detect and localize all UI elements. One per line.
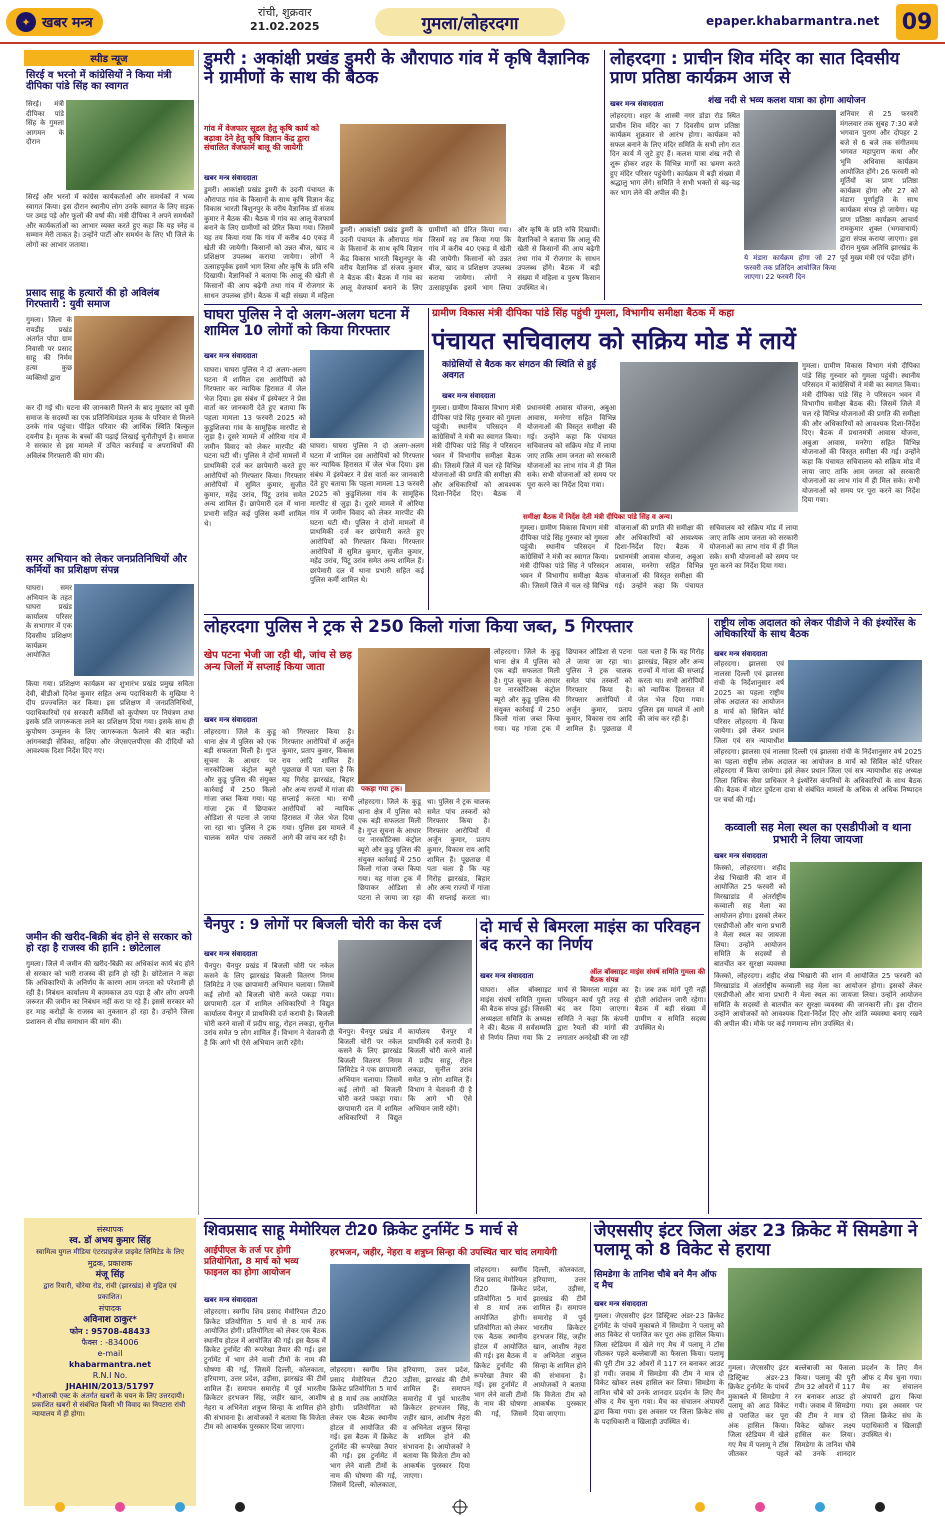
- article-qawwali-title[interactable]: कव्वाली सह मेला स्थल का एसडीपीओ व थाना प्रभारी ने लिया जायजा: [724, 821, 911, 847]
- imprint-rni-label: R.N.I No.: [92, 1371, 128, 1380]
- left-story-3-photo: [74, 584, 194, 676]
- imprint-publisher: मंजू सिंह: [95, 1270, 125, 1280]
- article-ghaghra-photo: [310, 350, 424, 438]
- article-lokadalat-byline: खबर मन्त्र संवाददाता: [714, 650, 768, 658]
- left-story-1-photo: [66, 100, 194, 190]
- left-story-2-side: गुमला। जिला के रायडीह प्रखंड अंतर्गत पोग्रा ग्राम निवासी पर प्रसाद साहू की निर्मम हत्या कुछ व्यक्तियों द्वारा: [26, 316, 72, 382]
- article-qawwali-photo: [790, 862, 922, 968]
- imprint-founder: स्व. डॉ अभय कुमार सिंह: [69, 1236, 151, 1246]
- article-lokadalat-body: लोहरदगा। झालसा एवं नालसा दिल्ली एवं झालसा रांची के निर्देशानुसार वर्ष 2025 का पहला राष्ट्रीय लोक अदालत का आयोजन 8 मार्च को सिविल कोर्ट परिसर लोहरदगा में किया जायेगा। इसे लेकर प्रधान जिला एवं सत्र न्यायाधीश: [714, 660, 784, 745]
- article-chainpur-photo: [338, 940, 472, 1024]
- article-panchayat-body-side: गुमला। ग्रामीण विकास विभाग मंत्री दीपिका पांडे सिंह गुरुवार को गुमला पहुंची। स्थानीय परिसदन में कांग्रेसियों ने मंत्री का स्वागत किया। मंत्री दीपिका पांडे सिंह ने परिसदन भवन में विभागीय समीक्षा बैठक की। जिसमें जिले में चल रहे विभिन्न योजनाओं की प्रगति की समीक्षा की और अधिकारियों को आवश्यक दिशा-निर्देश दिए। बैठक में प्रधानमंत्री आवास योजना, अबुआ आवास, मनरेगा सहित विभिन्न योजनाओं की विस्तृत समीक्षा की गई। उन्होंने कहा कि पंचायत सचिवालय को सक्रिय मोड में लाया जाए ताकि आम जनता को सरकारी योजनाओं का लाभ गांव में ही मिल सके। सभी योजनाओं को समय पर पूरा करने का निर्देश दिया गया।: [802, 362, 920, 505]
- imprint-disclaimer: *पीआरबी एक्ट के अंतर्गत खबरों के चयन के लिए उत्तरदायी। प्रकाशित खबरों से संबंधित किसी भी विवाद का निपटारा रांची न्यायालय में ही होगा।: [32, 1392, 186, 1418]
- article-panchayat-photo: [620, 362, 798, 512]
- article-lokadalat-title[interactable]: राष्ट्रीय लोक अदालत को लेकर पीडीजे ने की इंश्योरेंस के अधिकारियों के साथ बैठक: [714, 618, 916, 641]
- row-divider: [204, 914, 704, 915]
- brand-logo[interactable]: [6, 8, 103, 36]
- article-qawwali-byline: खबर मन्त्र संवाददाता: [714, 852, 768, 860]
- article-panchayat-subtitle: कांग्रेसियों से बैठक कर संगठन की स्थिति से हुई अवगत: [442, 360, 597, 381]
- brand-icon: ✦: [16, 12, 36, 32]
- article-panchayat-body: गुमला। ग्रामीण विकास विभाग मंत्री दीपिका पांडे सिंह गुरुवार को गुमला पहुंची। स्थानीय परिसदन में कांग्रेसियों ने मंत्री का स्वागत किया। मंत्री दीपिका पांडे सिंह ने परिसदन भवन में विभागीय समीक्षा बैठक की। जिसमें जिले में चल रहे विभिन्न योजनाओं की प्रगति की समीक्षा की और अधिकारियों को आवश्यक दिशा-निर्देश दिए। बैठक में प्रधानमंत्री आवास योजना, अबुआ आवास, मनरेगा सहित विभिन्न योजनाओं की विस्तृत समीक्षा की गई। उन्होंने कहा कि पंचायत सचिवालय को सक्रिय मोड में लाया जाए ताकि आम जनता को सरकारी योजनाओं का लाभ गांव में ही मिल सके। सभी योजनाओं को समय पर पूरा करने का निर्देश दिया गया।: [432, 404, 616, 499]
- row-divider: [204, 1218, 922, 1219]
- imprint-email[interactable]: khabarmantra.net: [68, 1360, 152, 1369]
- article-temple-title[interactable]: लोहरदगा : प्राचीन शिव मंदिर का सात दिवसीय प्राण प्रतिष्ठा कार्यक्रम आज से: [610, 49, 900, 89]
- left-story-2-photo: [74, 316, 194, 400]
- article-panchayat-caption: समीक्षा बैठक में निर्देश देती मंत्री दीपिका पांडे सिंह व अन्य।: [520, 512, 798, 523]
- article-bimarla-byline: खबर मन्त्र संवाददाता: [480, 972, 534, 980]
- article-ghaghra-byline: खबर मन्त्र संवाददाता: [204, 352, 258, 360]
- article-t20-subtitle: आईपीएल के तर्ज पर होगी प्रतियोगिता, 8 मार्च को भव्य फाइनल का होगा आयोजन: [204, 1246, 299, 1278]
- article-temple-body: लोहरदगा। शहर के शास्त्री नगर डोडा रोड स्थित प्राचीन शिव मंदिर का 7 दिवसीय प्राण प्रतिष्ठा कार्यक्रम शुक्रवार से आरंभ होगा। कार्यक्रम को सफल बनाने के लिए मंदिर समिति के सभी लोग रात दिन कार्य में जुटे हुए हैं। कलश यात्रा शंख नदी से शुरू होकर शहर के विभिन्न मार्गों का भ्रमण करते हुए मंदिर परिसर पहुंचेगी। कार्यक्रम में बड़ी संख्या में श्रद्धालु भाग लेंगे। समिति ने सभी भक्तों से बढ़-चढ़ कर भाग लेने की अपील की है।: [610, 112, 740, 197]
- left-story-3-title[interactable]: समर अभियान को लेकर जनप्रतिनिधियों और कर्मियों का प्रशिक्षण संपन्न: [26, 554, 187, 577]
- article-t20-photo: [330, 1264, 470, 1362]
- article-panchayat-byline: खबर मन्त्र संवाददाता: [442, 392, 496, 400]
- article-dumri-subtitle: गांव में वेजफार सूडल हेतु कृषि कार्य को बढ़ावा देने हेतु कृषि विज्ञान केंद्र द्वारा संचालित वेंजफार्म बालू की जायेगी: [204, 124, 320, 153]
- speed-news-label: स्पीड न्यूज: [24, 50, 194, 66]
- article-ganja-body-cont: लोहरदगा। जिले के कुडू थाना क्षेत्र में पुलिस को एक बड़ी सफलता मिली है। गुप्त सूचना के आधार पर नारकोटिक्स कंट्रोल ब्यूरो और कुडू पुलिस की संयुक्त कार्रवाई में 250 किलो गांजा जब्त किया गया। यह गांजा ट्रक में छिपाकर ओडिशा से पटना ले जाया जा रहा था। पुलिस ने ट्रक चालक समेत पांच तस्करों को गिरफ्तार किया है। गिरफ्तार आरोपियों में अर्जुन कुमार, प्रताप कुमार, विकास राय आदि शामिल हैं। पूछताछ में पता चला है कि यह गिरोह झारखंड, बिहार और अन्य राज्यों में गांजा की सप्लाई करता था।: [358, 798, 490, 902]
- left-story-3-body: किया गया। प्रशिक्षण कार्यक्रम का शुभारंभ प्रखंड प्रमुख सविता देवी, बीडीओ दिनेश कुमार सहित अन्य पदाधिकारी के मुखिया ने दीप प्रज्ज्वलित कर किया। इस प्रशिक्षण में जनप्रतिनिधियों, पदाधिकारियों एवं सरकारी कर्मियों को कुपोषण पर नियंत्रण तथा इसके प्रति जागरूकता लाने का प्रशिक्षण दिया गया। इसके साथ ही कुपोषण उन्मूलन के लिए जागरूकता फैलाने की बात कही। आंगनबाड़ी सेविका, सहिया और जेएसएलपीएस की दीदियों को आवश्यक दिशा निर्देश दिए गए।: [26, 680, 194, 756]
- article-t20-kicker: हरभजन, जहीर, नेहरा व शत्रुघ्न सिन्हा की उपस्थित चार चांद लगायेगी: [330, 1248, 557, 1258]
- left-story-3-side: घाघरा। समर अभियान के तहत घाघरा प्रखंड कार्यालय परिसर के सभागार में एक दिवसीय प्रशिक्षण कार्यक्रम आयोजित: [26, 584, 72, 660]
- page-number: 09: [896, 4, 938, 40]
- article-lokadalat-body-cont: लोहरदगा। झालसा एवं नालसा दिल्ली एवं झालसा रांची के निर्देशानुसार वर्ष 2025 का पहला राष्ट्रीय लोक अदालत का आयोजन 8 मार्च को सिविल कोर्ट परिसर लोहरदगा में किया जायेगा। इसे लेकर प्रधान जिला एवं सत्र न्यायाधीश सह अध्यक्ष जिला विधिक सेवा प्राधिकार ने इंश्योरेंस कंपनियों के अधिकारियों के साथ बैठक की। बैठक में मोटर दुर्घटना दावा से संबंधित मामलों के अधिक से अधिक निष्पादन पर चर्चा की गई।: [714, 748, 922, 804]
- article-ghaghra-body-cont: घाघरा। घाघरा पुलिस ने दो अलग-अलग घटना में शामिल दस आरोपियों को गिरफ्तार कर न्यायिक हिरासत में जेल भेज दिया। इस संबंध में इंस्पेक्टर ने प्रेस वार्ता कर जानकारी देते हुए बताया कि पहला मामला 13 फरवरी 2025 को कुडुशिलवा गांव के सामूहिक मारपीट से जुड़ा है। दूसरे मामले में ओरिया गांव में जमीन विवाद को लेकर मारपीट की घटना घटी थी। पुलिस ने दोनों मामलों में प्राथमिकी दर्ज कर छापेमारी करते हुए आरोपियों को गिरफ्तार किया। गिरफ्तार आरोपियों में सुमित कुमार, सुजीत कुमार, महेंद्र उरांव, पिंटू उरांव समेत अन्य शामिल हैं। छापेमारी दल में थाना प्रभारी सहित कई पुलिस कर्मी शामिल थे।: [310, 442, 424, 585]
- column-divider: [198, 50, 199, 1215]
- article-chainpur-body: चैनपुर। चैनपुर प्रखंड में बिजली चोरी पर नकेल कसने के लिए झारखंड बिजली वितरण निगम लिमिटेड ने एक छापामारी अभियान चलाया। जिसमें कई लोगों को बिजली चोरी करते पकड़ा गया। छापामारी दल में शामिल अधिकारियों ने विद्युत कार्यालय चैनपुर में प्राथमिकी दर्ज करायी है। बिजली चोरी करने वालों में प्रदीप साहू, रोहन लकड़ा, सुनील उरांव समेत 9 लोग शामिल हैं। विभाग ने चेतावनी दी है कि आगे भी ऐसे अभियान जारी रहेंगे।: [204, 962, 334, 1047]
- article-ganja-photo: [358, 648, 490, 792]
- article-qawwali-body-cont: किस्को, लोहरदगा। शहीद शेख भिखारी की शान में आयोजित 25 फरवरी को मिरखाडांड में अंतर्राष्ट्रीय कव्वाली सह मेला का आयोजन होगा। इसको लेकर एसडीपीओ और थाना प्रभारी ने मेला स्थल का जायजा लिया। उन्होंने आयोजन समिति के सदस्यों से बातचीत कर सुरक्षा व्यवस्था की जानकारी ली। इस दौरान उन्होंने आयोजकों को आवश्यक दिशा-निर्देश दिए और शांति व्यवस्था बनाए रखने की अपील की। मौके पर कई गणमान्य लोग उपस्थित थे।: [714, 972, 922, 1028]
- imprint-editor: अविनाश ठाकुर*: [83, 1315, 137, 1325]
- article-dumri-body-cont: डुमरी। आकांक्षी प्रखंड डुमरी के उदनी पंचायत के औरापाठ गांव के किसानों के साथ कृषि विज्ञान केंद्र विकास भारती बिशुनपुर के वरीय वैज्ञानिक डॉ संजय कुमार ने बैठक की। बैठक में गांव का आलू वेजफार्म बनाने के लिए ग्रामीणों को प्रेरित किया गया। जिसमें यह तय किया गया कि गांव में करीब 40 एकड़ में खेती की जायेगी। किसानों को उन्नत बीज, खाद व प्रशिक्षण उपलब्ध कराया जायेगा। लोगों ने उत्साहपूर्वक इसमें भाग लिया और कृषि के प्रति रुचि दिखायी। वैज्ञानिकों ने बताया कि आलू की खेती से किसानों की आय बढ़ेगी तथा गांव में रोजगार के साधन उपलब्ध होंगे। बैठक में बड़ी संख्या में महिला व पुरुष किसान उपस्थित थे।: [340, 226, 600, 292]
- article-ganja-subtitle: खेप पटना भेजी जा रही थी, जांच से छह अन्य जिलों में सप्लाई किया जाता: [204, 650, 352, 673]
- imprint-publisher-label: मुद्रक, प्रकाशक: [87, 1259, 133, 1268]
- brand-name: खबर मन्त्र: [42, 14, 93, 31]
- article-jsca-photo: [728, 1268, 922, 1360]
- article-panchayat-title[interactable]: पंचायत सचिवालय को सक्रिय मोड में लायें: [432, 327, 796, 355]
- article-panchayat-kicker: ग्रामीण विकास मंत्री दीपिका पांडे सिंह पहुंची गुमला, विभागीय समीक्षा बैठक में कहा: [432, 308, 735, 319]
- article-ganja-caption: पकड़ा गया ट्रक।: [358, 784, 405, 795]
- imprint-fax: फैक्स : -834006: [81, 1338, 139, 1347]
- row-divider: [204, 304, 922, 305]
- article-jsca-body-cont: गुमला। जेएससीए इंटर डिस्ट्रिक्ट अंडर-23 क्रिकेट टुर्नामेंट के पांचवें मुकाबले में सिमडेगा ने पलामू को आठ विकेट से पराजित कर पूरा अंक हासिल किया। जिला स्टेडियम में खेले गए मैच में पलामू ने टॉस जीतकर पहले बल्लेबाजी का फैसला किया। पलामू की पूरी टीम 32 ओवरों में 117 रन बनाकर आउट हो गयी। जवाब में सिमडेगा की टीम ने मात्र दो विकेट खोकर लक्ष्य हासिल कर लिया। सिमडेगा के तानिश चौबे को उनके शानदार प्रदर्शन के लिए मैन ऑफ द मैच चुना गया। मैच का संचालन अंपायरों द्वारा किया गया। इस अवसर पर जिला क्रिकेट संघ के पदाधिकारी व खिलाड़ी उपस्थित थे।: [728, 1364, 922, 1459]
- article-chainpur-title[interactable]: चैनपुर : 9 लोगों पर बिजली चोरी का केस दर्ज: [204, 917, 442, 933]
- article-jsca-byline: खबर मन्त्र संवाददाता: [594, 1300, 648, 1308]
- city-day: रांची, शुक्रवार: [258, 6, 312, 19]
- article-chainpur-body-cont: चैनपुर। चैनपुर प्रखंड में बिजली चोरी पर नकेल कसने के लिए झारखंड बिजली वितरण निगम लिमिटेड ने एक छापामारी अभियान चलाया। जिसमें कई लोगों को बिजली चोरी करते पकड़ा गया। छापामारी दल में शामिल अधिकारियों ने विद्युत कार्यालय चैनपुर में प्राथमिकी दर्ज करायी है। बिजली चोरी करने वालों में प्रदीप साहू, रोहन लकड़ा, सुनील उरांव समेत 9 लोग शामिल हैं। विभाग ने चेतावनी दी है कि आगे भी ऐसे अभियान जारी रहेंगे।: [338, 1028, 472, 1123]
- article-t20-body-cont: लोहरदगा। स्वर्गीय शिव प्रसाद मेमोरियल टी20 क्रिकेट प्रतियोगिता 5 मार्च से 8 मार्च तक आयोजित होगी। प्रतियोगिता को लेकर एक बैठक स्थानीय होटल में आयोजित की गई। इस बैठक में क्रिकेट टुर्नामेंट की रूपरेखा तैयार की गई। इस टुर्नामेंट में भाग लेने वाली टीमों के नाम की घोषणा की गई, जिसमें दिल्ली, कोलकाता, हरियाणा, उत्तर प्रदेश, उड़ीसा, झारखंड की टीमें शामिल हैं। समापन समारोह में पूर्व भारतीय क्रिकेटर हरभजन सिंह, जहीर खान, आशीष नेहरा व अभिनेता शत्रुघ्न सिन्हा के शामिल होने की संभावना है। आयोजकों ने बताया कि विजेता टीम को आकर्षक पुरस्कार दिया जाएगा।: [330, 1366, 470, 1490]
- article-ganja-body-side: लोहरदगा। जिले के कुडू थाना क्षेत्र में पुलिस को एक बड़ी सफलता मिली है। गुप्त सूचना के आधार पर नारकोटिक्स कंट्रोल ब्यूरो और कुडू पुलिस की संयुक्त कार्रवाई में 250 किलो गांजा जब्त किया गया। यह गांजा ट्रक में छिपाकर ओडिशा से पटना ले जाया जा रहा था। पुलिस ने ट्रक चालक समेत पांच तस्करों को गिरफ्तार किया है। गिरफ्तार आरोपियों में अर्जुन कुमार, प्रताप कुमार, विकास राय आदि शामिल हैं। पूछताछ में पता चला है कि यह गिरोह झारखंड, बिहार और अन्य राज्यों में गांजा की सप्लाई करता था। सभी आरोपियों को न्यायिक हिरासत में जेल भेज दिया गया। पुलिस इस मामले में आगे की जांच कर रही है।: [494, 648, 704, 733]
- article-dumri-photo: [340, 124, 506, 224]
- imprint-address: द्वारा रिवारी, चोरेया रोड, रांची (झारखंड) से मुद्रित एवं प्रकाशित।: [43, 1282, 177, 1301]
- article-t20-byline: खबर मन्त्र संवाददाता: [204, 1296, 258, 1304]
- column-divider: [590, 1222, 591, 1492]
- left-story-1-title[interactable]: सिरई व भरनो में कांग्रेसियों ने किया मंत्री दीपिका पांडे सिंह का स्वागत: [26, 70, 172, 93]
- left-story-2-body: कर दी गई थी। घटना की जानकारी मिलने के बाद मुख्तार को युवी समाज के सदस्यों का एक प्रतिनिधिमंडल मृतक के परिवार से मिलने उनके गांव पहुंचा। पीड़ित परिवार की आर्थिक स्थिति बिल्कुल दयनीय है। मृतक के बच्चों की पढ़ाई लिखाई चुनौतीपूर्ण है। समाज ने सरकार से इस मामले में उचित कार्रवाई व अपराधियों की अविलंब गिरफ्तारी की मांग की।: [26, 404, 194, 460]
- left-story-1-side: सिरई। मंत्री दीपिका पांडे सिंह के गुमला आगमन के दौरान: [26, 100, 64, 147]
- column-divider: [604, 50, 605, 300]
- article-dumri-title[interactable]: डुमरी : अकांक्षी प्रखंड डुमरी के औरापाठ गांव में कृषि वैज्ञानिक ने ग्रामीणों के साथ की बैठक: [204, 49, 590, 89]
- article-lokadalat-photo: [788, 660, 922, 742]
- imprint-phone: फोन : 95708-48433: [69, 1327, 151, 1336]
- article-chainpur-byline: खबर मन्त्र संवाददाता: [204, 950, 258, 958]
- article-ganja-title[interactable]: लोहरदगा पुलिस ने ट्रक से 250 किलो गांजा किया जब्त, 5 गिरफ्तार: [204, 617, 633, 637]
- column-divider: [476, 918, 477, 1214]
- article-temple-caption: ये मंडारा कार्यक्रम होगा जो 27 फरवरी तक प्रतिदिन आयोजित किया जाएगा। 22 फरवरी दिन: [744, 254, 836, 282]
- article-dumri-byline: खबर मन्त्र संवाददाता: [204, 174, 258, 182]
- dateline: [250, 6, 320, 34]
- imprint-ownership: स्वामित्व युगल मीडिया एंटरप्राइजेज प्राइवेट लिमिटेड के लिए: [35, 1248, 185, 1256]
- imprint-rni: JHAHIN/2013/51797: [65, 1382, 155, 1391]
- issue-date: 21.02.2025: [250, 20, 320, 33]
- left-story-1-body: सिरई और भरनो में कांग्रेस कार्यकर्ताओं और समर्थकों ने भव्य स्वागत किया। इस दौरान स्थानीय लोग उनके स्वागत के लिए सड़क पर उमड़ पड़े और फूलों की वर्षा की। मंत्री दीपिका ने अपने समर्थकों और कार्यकर्ताओं का आभार व्यक्त करते हुए कहा कि यह स्नेह व सम्मान मेरी ताकत है। उन्होंने पार्टी और समर्थन के लिए भी जिले के लोगों का आभार जताया।: [26, 193, 194, 249]
- article-panchayat-body-cont: गुमला। ग्रामीण विकास विभाग मंत्री दीपिका पांडे सिंह गुरुवार को गुमला पहुंची। स्थानीय परिसदन में कांग्रेसियों ने मंत्री का स्वागत किया। मंत्री दीपिका पांडे सिंह ने परिसदन भवन में विभागीय समीक्षा बैठक की। जिसमें जिले में चल रहे विभिन्न योजनाओं की प्रगति की समीक्षा की और अधिकारियों को आवश्यक दिशा-निर्देश दिए। बैठक में प्रधानमंत्री आवास योजना, अबुआ आवास, मनरेगा सहित विभिन्न योजनाओं की विस्तृत समीक्षा की गई। उन्होंने कहा कि पंचायत सचिवालय को सक्रिय मोड में लाया जाए ताकि आम जनता को सरकारी योजनाओं का लाभ गांव में ही मिल सके। सभी योजनाओं को समय पर पूरा करने का निर्देश दिया गया।: [520, 524, 798, 590]
- article-temple-subtitle: शंख नदी से भव्य कलश यात्रा का होगा आयोजन: [708, 96, 866, 106]
- article-ghaghra-body: घाघरा। घाघरा पुलिस ने दो अलग-अलग घटना में शामिल दस आरोपियों को गिरफ्तार कर न्यायिक हिरासत में जेल भेज दिया। इस संबंध में इंस्पेक्टर ने प्रेस वार्ता कर जानकारी देते हुए बताया कि पहला मामला 13 फरवरी 2025 को कुडुशिलवा गांव के सामूहिक मारपीट से जुड़ा है। दूसरे मामले में ओरिया गांव में जमीन विवाद को लेकर मारपीट की घटना घटी थी। पुलिस ने दोनों मामलों में प्राथमिकी दर्ज कर छापेमारी करते हुए आरोपियों को गिरफ्तार किया। गिरफ्तार आरोपियों में सुमित कुमार, सुजीत कुमार, महेंद्र उरांव, पिंटू उरांव समेत अन्य शामिल हैं। छापेमारी दल में थाना प्रभारी सहित कई पुलिस कर्मी शामिल थे।: [204, 366, 306, 528]
- article-jsca-title[interactable]: जेएससीए इंटर जिला अंडर 23 क्रिकेट में सिमडेगा ने पलामू को 8 विकेट से हराया: [594, 1221, 918, 1261]
- article-temple-byline: खबर मन्त्र संवाददाता: [610, 100, 664, 108]
- article-dumri-body: डुमरी। आकांक्षी प्रखंड डुमरी के उदनी पंचायत के औरापाठ गांव के किसानों के साथ कृषि विज्ञान केंद्र विकास भारती बिशुनपुर के वरीय वैज्ञानिक डॉ संजय कुमार ने बैठक की। बैठक में गांव का आलू वेजफार्म बनाने के लिए ग्रामीणों को प्रेरित किया गया। जिसमें यह तय किया गया कि गांव में करीब 40 एकड़ में खेती की जायेगी। किसानों को उन्नत बीज, खाद व प्रशिक्षण उपलब्ध कराया जायेगा। लोगों ने उत्साहपूर्वक इसमें भाग लिया और कृषि के प्रति रुचि दिखायी। वैज्ञानिकों ने बताया कि आलू की खेती से किसानों की आय बढ़ेगी तथा गांव में रोजगार के साधन उपलब्ध होंगे। बैठक में बड़ी संख्या में महिला: [204, 186, 334, 300]
- epaper-link[interactable]: epaper.khabarmantra.net: [706, 14, 880, 28]
- column-divider: [428, 308, 429, 610]
- article-bimarla-body: घाघरा। ऑल बॉक्साइट माइंस संघर्ष समिति गुमला की बैठक संपन्न हुई। जिसकी अध्यक्षता समिति के अध्यक्ष ने की। बैठक में सर्वसम्मति से निर्णय लिया गया कि 2 मार्च से बिमरला माइंस का परिवहन कार्य पूरी तरह से बंद कर दिया जाएगा। समिति ने कहा कि कंपनी द्वारा रैयतों की मांगों की लगातार अनदेखी की जा रही है। जब तक मांगें पूरी नहीं होती आंदोलन जारी रहेगा। बैठक में बड़ी संख्या में ग्रामीण व समिति सदस्य उपस्थित थे।: [480, 986, 706, 1042]
- row-divider: [204, 614, 922, 615]
- section-title: गुमला/लोहरदगा: [375, 8, 565, 36]
- article-bimarla-title[interactable]: दो मार्च से बिमरला माइंस का परिवहन बंद करने का निर्णय: [480, 917, 700, 954]
- imprint-email-label: e-mail: [97, 1349, 123, 1358]
- left-story-2-title[interactable]: प्रसाद साहू के हत्यारों की हो अविलंब गिरफ्तारी : युवी समाज: [26, 288, 160, 311]
- article-t20-body-side: लोहरदगा। स्वर्गीय शिव प्रसाद मेमोरियल टी20 क्रिकेट प्रतियोगिता 5 मार्च से 8 मार्च तक आयोजित होगी। प्रतियोगिता को लेकर एक बैठक स्थानीय होटल में आयोजित की गई। इस बैठक में क्रिकेट टुर्नामेंट की रूपरेखा तैयार की गई। इस टुर्नामेंट में भाग लेने वाली टीमों के नाम की घोषणा की गई, जिसमें दिल्ली, कोलकाता, हरियाणा, उत्तर प्रदेश, उड़ीसा, झारखंड की टीमें शामिल हैं। समापन समारोह में पूर्व भारतीय क्रिकेटर हरभजन सिंह, जहीर खान, आशीष नेहरा व अभिनेता शत्रुघ्न सिन्हा के शामिल होने की संभावना है। आयोजकों ने बताया कि विजेता टीम को आकर्षक पुरस्कार दिया जाएगा।: [474, 1266, 586, 1418]
- article-temple-side: शनिवार से 25 फरवरी मंगलवार तक सुबह 7:30 बजे भगवान पुराण और दोपहर 2 बजे से 6 बजे तक संगीतमय भगवत महापुराण कथा और भूमि अधिवास कार्यक्रम आयोजित होंगे। 26 फरवरी को मूर्तियों का प्राण प्रतिष्ठा कार्यक्रम होगा और 27 को मंडारा पूर्णाहुति के साथ कार्यक्रम संपन्न हो जायेगा। यह प्राण प्रतिष्ठा कार्यक्रम आचार्य रामकुमार शुक्ल (भगवाचार्य) द्वारा संपन्न कराया जाएगा। इस दौरान मुख्य अतिथि झारखंड के पूर्व मुख्य मंत्री एवं पदेंडा होंगे।: [840, 110, 918, 262]
- article-t20-title[interactable]: शिवप्रसाद साहू मेमोरियल टी20 क्रिकेट टुर्नामेंट 5 मार्च से: [204, 1221, 518, 1239]
- left-story-4-title[interactable]: जमीन की खरीद-बिक्री बंद होने से सरकार को हो रहा है राजस्व की हानि : छोटेलाल: [26, 932, 192, 955]
- left-story-4-body: गुमला। जिले में जमीन की खरीद-बिक्री का अधिकांश कार्य बंद होने से सरकार को भारी राजस्व की हानि हो रही है। छोटेलाल ने कहा कि अधिकारियों के अनिर्णय के कारण आम जनता को परेशानी हो रही है। निबंधन कार्यालय में कामकाज ठप पड़ा है और लोग अपनी जरूरत की जमीन का निबंधन नहीं करा पा रहे हैं। इससे सरकार को हर माह करोड़ों के राजस्व का नुकसान हो रहा है। उन्होंने जिला प्रशासन से शीघ्र समाधान की मांग की।: [26, 960, 194, 1026]
- imprint-box: [24, 1218, 196, 1506]
- article-ganja-body: लोहरदगा। जिले के कुडू थाना क्षेत्र में पुलिस को एक बड़ी सफलता मिली है। गुप्त सूचना के आधार पर नारकोटिक्स कंट्रोल ब्यूरो और कुडू पुलिस की संयुक्त कार्रवाई में 250 किलो गांजा जब्त किया गया। यह गांजा ट्रक में छिपाकर ओडिशा से पटना ले जाया जा रहा था। पुलिस ने ट्रक चालक समेत पांच तस्करों को गिरफ्तार किया है। गिरफ्तार आरोपियों में अर्जुन कुमार, प्रताप कुमार, विकास राय आदि शामिल हैं। पूछताछ में पता चला है कि यह गिरोह झारखंड, बिहार और अन्य राज्यों में गांजा की सप्लाई करता था। सभी आरोपियों को न्यायिक हिरासत में जेल भेज दिया गया। पुलिस इस मामले में आगे की जांच कर रही है।: [204, 728, 354, 842]
- article-qawwali-body: किस्को, लोहरदगा। शहीद शेख भिखारी की शान में आयोजित 25 फरवरी को मिरखाडांड में अंतर्राष्ट्रीय कव्वाली सह मेला का आयोजन होगा। इसको लेकर एसडीपीओ और थाना प्रभारी ने मेला स्थल का जायजा लिया। उन्होंने आयोजन समिति के सदस्यों से बातचीत कर सुरक्षा व्यवस्था: [714, 864, 786, 968]
- article-ghaghra-title[interactable]: घाघरा पुलिस ने दो अलग-अलग घटना में शामिल 10 लोगों को किया गिरफ्तार: [204, 307, 410, 339]
- article-temple-photo: [744, 110, 836, 250]
- imprint-founder-label: संस्थापक: [96, 1225, 124, 1234]
- article-jsca-subtitle: सिमडेगा के तानिश चौबे बने मैन ऑफ द मैच: [594, 1270, 717, 1291]
- imprint-editor-label: संपादक: [98, 1304, 122, 1313]
- article-jsca-body: गुमला। जेएससीए इंटर डिस्ट्रिक्ट अंडर-23 क्रिकेट टुर्नामेंट के पांचवें मुकाबले में सिमडेगा ने पलामू को आठ विकेट से पराजित कर पूरा अंक हासिल किया। जिला स्टेडियम में खेले गए मैच में पलामू ने टॉस जीतकर पहले बल्लेबाजी का फैसला किया। पलामू की पूरी टीम 32 ओवरों में 117 रन बनाकर आउट हो गयी। जवाब में सिमडेगा की टीम ने मात्र दो विकेट खोकर लक्ष्य हासिल कर लिया। सिमडेगा के तानिश चौबे को उनके शानदार प्रदर्शन के लिए मैन ऑफ द मैच चुना गया। मैच का संचालन अंपायरों द्वारा किया गया। इस अवसर पर जिला क्रिकेट संघ के पदाधिकारी व खिलाड़ी उपस्थित थे।: [594, 1312, 724, 1426]
- article-ganja-byline: खबर मन्त्र संवाददाता: [204, 716, 258, 724]
- print-registration-marks: [0, 1496, 945, 1517]
- column-divider: [708, 618, 709, 1214]
- article-t20-body: लोहरदगा। स्वर्गीय शिव प्रसाद मेमोरियल टी20 क्रिकेट प्रतियोगिता 5 मार्च से 8 मार्च तक आयोजित होगी। प्रतियोगिता को लेकर एक बैठक स्थानीय होटल में आयोजित की गई। इस बैठक में क्रिकेट टुर्नामेंट की रूपरेखा तैयार की गई। इस टुर्नामेंट में भाग लेने वाली टीमों के नाम की घोषणा की गई, जिसमें दिल्ली, कोलकाता, हरियाणा, उत्तर प्रदेश, उड़ीसा, झारखंड की टीमें शामिल हैं। समापन समारोह में पूर्व भारतीय क्रिकेटर हरभजन सिंह, जहीर खान, आशीष नेहरा व अभिनेता शत्रुघ्न सिन्हा के शामिल होने की संभावना है। आयोजकों ने बताया कि विजेता टीम को आकर्षक पुरस्कार दिया जाएगा।: [204, 1308, 326, 1432]
- article-bimarla-subtitle: ऑल बॉक्साइट माइंस संघर्ष समिति गुमला की बैठक संपन्न: [590, 968, 706, 985]
